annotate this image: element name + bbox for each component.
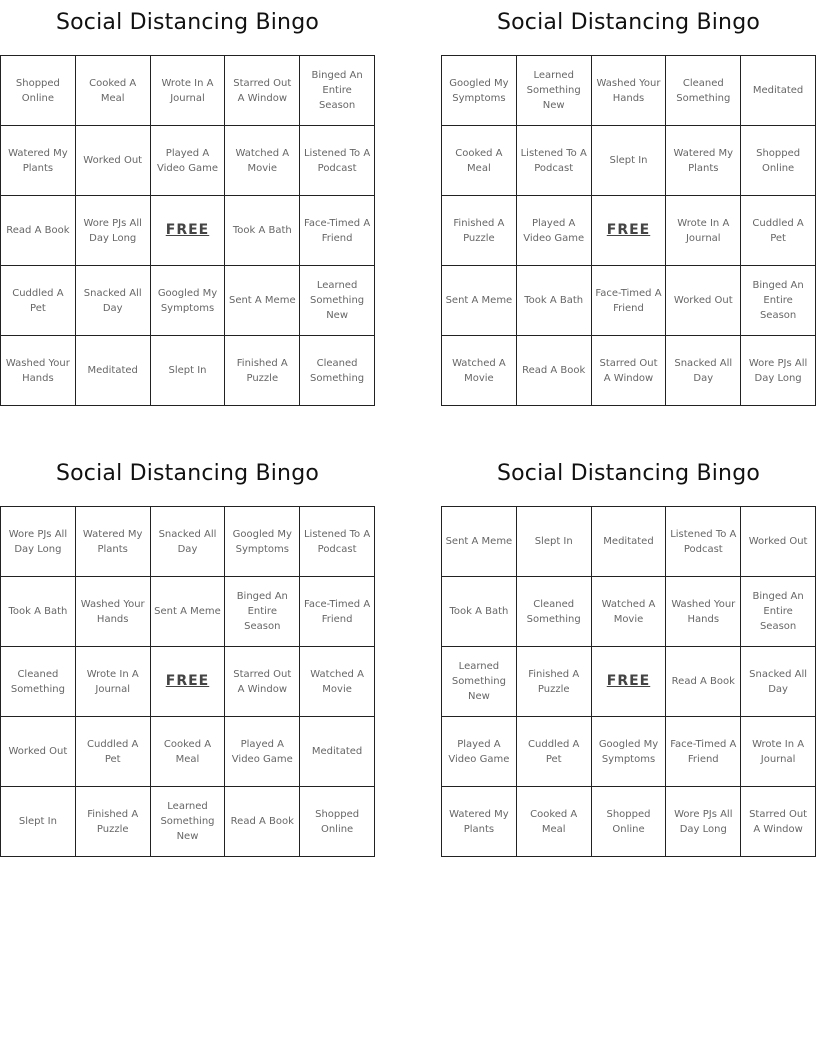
bingo-cell: Starred Out A Window bbox=[225, 56, 300, 126]
bingo-cell: Listened To A Podcast bbox=[300, 507, 375, 577]
bingo-cell: Slept In bbox=[1, 787, 76, 857]
bingo-cell: Played A Video Game bbox=[517, 196, 592, 266]
bingo-cell: Watched A Movie bbox=[592, 577, 667, 647]
bingo-cell: Snacked All Day bbox=[666, 336, 741, 406]
card-title: Social Distancing Bingo bbox=[55, 10, 320, 35]
bingo-cell: Shopped Online bbox=[741, 126, 816, 196]
bingo-cell: Meditated bbox=[76, 336, 151, 406]
bingo-cell: Cleaned Something bbox=[300, 336, 375, 406]
bingo-grid bbox=[441, 55, 816, 406]
bingo-cell: Cuddled A Pet bbox=[1, 266, 76, 336]
bingo-cell: Learned Something New bbox=[300, 266, 375, 336]
bingo-cell: Meditated bbox=[300, 717, 375, 787]
bingo-cell: Played A Video Game bbox=[225, 717, 300, 787]
bingo-cell: Snacked All Day bbox=[151, 507, 226, 577]
bingo-cell: Snacked All Day bbox=[741, 647, 816, 717]
bingo-cell: Cuddled A Pet bbox=[741, 196, 816, 266]
bingo-cell: Cuddled A Pet bbox=[76, 717, 151, 787]
bingo-cell: Cleaned Something bbox=[1, 647, 76, 717]
bingo-cell: Worked Out bbox=[76, 126, 151, 196]
bingo-cell: Shopped Online bbox=[592, 787, 667, 857]
bingo-cell: Worked Out bbox=[741, 507, 816, 577]
bingo-cell: Took A Bath bbox=[442, 577, 517, 647]
bingo-cell: Binged An Entire Season bbox=[741, 266, 816, 336]
bingo-cell: Wore PJs All Day Long bbox=[76, 196, 151, 266]
bingo-cell: Cooked A Meal bbox=[517, 787, 592, 857]
bingo-cell: Read A Book bbox=[517, 336, 592, 406]
bingo-cell: Wore PJs All Day Long bbox=[666, 787, 741, 857]
bingo-cell: Slept In bbox=[592, 126, 667, 196]
bingo-cell: Listened To A Podcast bbox=[517, 126, 592, 196]
bingo-cell: Googled My Symptoms bbox=[592, 717, 667, 787]
bingo-cell: Took A Bath bbox=[1, 577, 76, 647]
bingo-cell: Meditated bbox=[592, 507, 667, 577]
bingo-cell: Binged An Entire Season bbox=[300, 56, 375, 126]
bingo-cell: Read A Book bbox=[225, 787, 300, 857]
bingo-cell: Watered My Plants bbox=[666, 126, 741, 196]
bingo-cell: Finished A Puzzle bbox=[442, 196, 517, 266]
bingo-grid bbox=[0, 55, 375, 406]
bingo-cell: Finished A Puzzle bbox=[517, 647, 592, 717]
bingo-cell: Binged An Entire Season bbox=[741, 577, 816, 647]
bingo-cell: Cleaned Something bbox=[517, 577, 592, 647]
bingo-cell: Listened To A Podcast bbox=[300, 126, 375, 196]
bingo-cell: Cooked A Meal bbox=[442, 126, 517, 196]
bingo-cell: Starred Out A Window bbox=[741, 787, 816, 857]
bingo-cell: Cooked A Meal bbox=[76, 56, 151, 126]
bingo-cell: Face-Timed A Friend bbox=[592, 266, 667, 336]
bingo-cell: Washed Your Hands bbox=[666, 577, 741, 647]
bingo-cell: Wrote In A Journal bbox=[666, 196, 741, 266]
bingo-cell: Snacked All Day bbox=[76, 266, 151, 336]
bingo-cell: Learned Something New bbox=[517, 56, 592, 126]
bingo-cell: Slept In bbox=[517, 507, 592, 577]
bingo-cell: Played A Video Game bbox=[151, 126, 226, 196]
bingo-cell: Read A Book bbox=[1, 196, 76, 266]
bingo-cell: Worked Out bbox=[1, 717, 76, 787]
bingo-cell: Worked Out bbox=[666, 266, 741, 336]
bingo-cell: Face-Timed A Friend bbox=[666, 717, 741, 787]
bingo-cell: Starred Out A Window bbox=[225, 647, 300, 717]
bingo-cell: Cuddled A Pet bbox=[517, 717, 592, 787]
bingo-cell: Sent A Meme bbox=[442, 507, 517, 577]
bingo-cell: Binged An Entire Season bbox=[225, 577, 300, 647]
bingo-cell: Wrote In A Journal bbox=[151, 56, 226, 126]
bingo-cell: Googled My Symptoms bbox=[442, 56, 517, 126]
bingo-cell: Sent A Meme bbox=[151, 577, 226, 647]
bingo-cell: Cleaned Something bbox=[666, 56, 741, 126]
free-space-cell: FREE bbox=[592, 647, 667, 717]
bingo-cell: Sent A Meme bbox=[225, 266, 300, 336]
bingo-cell: Watched A Movie bbox=[225, 126, 300, 196]
free-space-cell: FREE bbox=[592, 196, 667, 266]
bingo-cell: Watered My Plants bbox=[76, 507, 151, 577]
bingo-cell: Read A Book bbox=[666, 647, 741, 717]
card-title: Social Distancing Bingo bbox=[496, 10, 761, 35]
bingo-cell: Washed Your Hands bbox=[592, 56, 667, 126]
bingo-cell: Took A Bath bbox=[517, 266, 592, 336]
bingo-cell: Listened To A Podcast bbox=[666, 507, 741, 577]
bingo-grid bbox=[441, 506, 816, 857]
bingo-cell: Googled My Symptoms bbox=[225, 507, 300, 577]
bingo-cell: Googled My Symptoms bbox=[151, 266, 226, 336]
bingo-cell: Wrote In A Journal bbox=[76, 647, 151, 717]
bingo-cell: Face-Timed A Friend bbox=[300, 577, 375, 647]
free-space-cell: FREE bbox=[151, 196, 226, 266]
bingo-cell: Played A Video Game bbox=[442, 717, 517, 787]
bingo-cell: Learned Something New bbox=[151, 787, 226, 857]
bingo-cell: Shopped Online bbox=[300, 787, 375, 857]
bingo-cell: Watched A Movie bbox=[300, 647, 375, 717]
bingo-cell: Finished A Puzzle bbox=[76, 787, 151, 857]
bingo-cell: Learned Something New bbox=[442, 647, 517, 717]
bingo-cell: Cooked A Meal bbox=[151, 717, 226, 787]
bingo-cell: Washed Your Hands bbox=[76, 577, 151, 647]
bingo-cell: Finished A Puzzle bbox=[225, 336, 300, 406]
bingo-cell: Meditated bbox=[741, 56, 816, 126]
bingo-grid bbox=[0, 506, 375, 857]
bingo-cell: Wore PJs All Day Long bbox=[1, 507, 76, 577]
bingo-cell: Shopped Online bbox=[1, 56, 76, 126]
bingo-cell: Watched A Movie bbox=[442, 336, 517, 406]
card-title: Social Distancing Bingo bbox=[55, 461, 320, 486]
bingo-cell: Wrote In A Journal bbox=[741, 717, 816, 787]
bingo-cell: Starred Out A Window bbox=[592, 336, 667, 406]
bingo-cell: Wore PJs All Day Long bbox=[741, 336, 816, 406]
bingo-cell: Slept In bbox=[151, 336, 226, 406]
bingo-cell: Sent A Meme bbox=[442, 266, 517, 336]
bingo-cell: Watered My Plants bbox=[1, 126, 76, 196]
card-title: Social Distancing Bingo bbox=[496, 461, 761, 486]
bingo-cell: Watered My Plants bbox=[442, 787, 517, 857]
bingo-cell: Washed Your Hands bbox=[1, 336, 76, 406]
free-space-cell: FREE bbox=[151, 647, 226, 717]
bingo-cell: Took A Bath bbox=[225, 196, 300, 266]
bingo-cell: Face-Timed A Friend bbox=[300, 196, 375, 266]
